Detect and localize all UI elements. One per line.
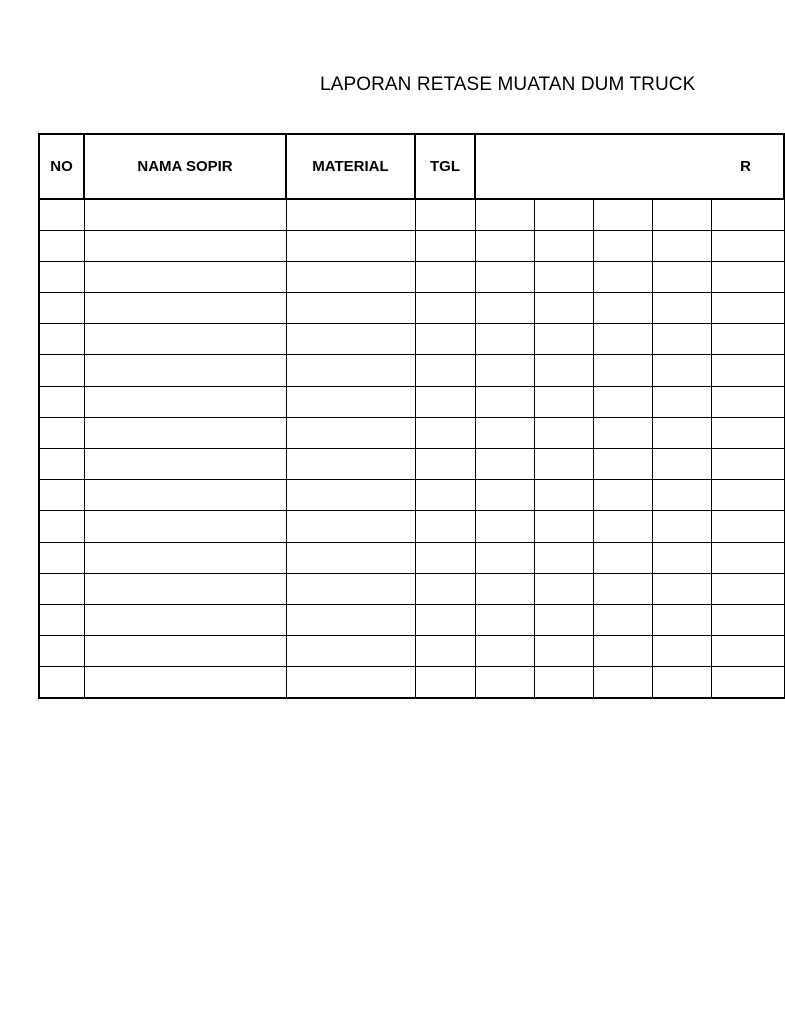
table-cell[interactable] xyxy=(711,199,784,230)
table-cell[interactable] xyxy=(652,199,711,230)
table-cell[interactable] xyxy=(475,417,534,448)
table-cell[interactable] xyxy=(84,480,286,511)
table-cell[interactable] xyxy=(84,573,286,604)
table-cell[interactable] xyxy=(39,573,84,604)
table-row xyxy=(39,636,784,667)
table-cell[interactable] xyxy=(711,293,784,324)
table-cell[interactable] xyxy=(415,261,475,292)
table-cell[interactable] xyxy=(415,386,475,417)
table-cell[interactable] xyxy=(415,324,475,355)
table-cell[interactable] xyxy=(652,261,711,292)
table-cell[interactable] xyxy=(652,480,711,511)
table-cell[interactable] xyxy=(593,417,652,448)
table-row xyxy=(39,355,784,386)
table-row xyxy=(39,261,784,292)
table-cell[interactable] xyxy=(286,480,415,511)
table-cell[interactable] xyxy=(534,199,593,230)
table-cell[interactable] xyxy=(534,511,593,542)
table-cell[interactable] xyxy=(534,324,593,355)
table-cell[interactable] xyxy=(415,667,475,698)
table-header-row xyxy=(39,134,784,199)
table-body xyxy=(39,134,784,698)
table-cell[interactable] xyxy=(84,230,286,261)
table-cell[interactable] xyxy=(593,199,652,230)
table-row xyxy=(39,542,784,573)
table-cell[interactable] xyxy=(652,573,711,604)
table-cell[interactable] xyxy=(84,324,286,355)
table-cell[interactable] xyxy=(652,449,711,480)
column-header-retase-cut: R xyxy=(475,134,784,199)
table-cell[interactable] xyxy=(84,199,286,230)
table-cell[interactable] xyxy=(534,636,593,667)
table-cell[interactable] xyxy=(84,417,286,448)
table-cell[interactable] xyxy=(593,636,652,667)
table-cell[interactable] xyxy=(475,449,534,480)
table-cell[interactable] xyxy=(593,667,652,698)
table-cell[interactable] xyxy=(652,230,711,261)
table-cell[interactable] xyxy=(475,199,534,230)
table-cell[interactable] xyxy=(534,230,593,261)
table-cell[interactable] xyxy=(652,324,711,355)
table-cell[interactable] xyxy=(652,417,711,448)
table-row xyxy=(39,449,784,480)
table-row xyxy=(39,199,784,230)
table-cell[interactable] xyxy=(286,449,415,480)
table-cell[interactable] xyxy=(475,324,534,355)
table-row xyxy=(39,573,784,604)
table-cell[interactable] xyxy=(534,417,593,448)
table-cell[interactable] xyxy=(534,386,593,417)
table-cell[interactable] xyxy=(286,511,415,542)
table-cell[interactable] xyxy=(415,355,475,386)
table-row xyxy=(39,667,784,698)
table-cell[interactable] xyxy=(593,261,652,292)
table-row xyxy=(39,604,784,635)
table-cell[interactable] xyxy=(415,480,475,511)
table-cell[interactable] xyxy=(286,667,415,698)
table-cell[interactable] xyxy=(415,417,475,448)
table-cell[interactable] xyxy=(534,355,593,386)
table-cell[interactable] xyxy=(652,511,711,542)
table-cell[interactable] xyxy=(84,449,286,480)
table-cell[interactable] xyxy=(39,667,84,698)
table-cell[interactable] xyxy=(475,230,534,261)
table-cell[interactable] xyxy=(711,511,784,542)
table-cell[interactable] xyxy=(534,542,593,573)
table-cell[interactable] xyxy=(415,604,475,635)
table-cell[interactable] xyxy=(286,230,415,261)
table-cell[interactable] xyxy=(286,573,415,604)
table-cell[interactable] xyxy=(593,386,652,417)
table-cell[interactable] xyxy=(475,511,534,542)
table-cell[interactable] xyxy=(475,604,534,635)
table-cell[interactable] xyxy=(475,386,534,417)
table-cell[interactable] xyxy=(286,386,415,417)
table-cell[interactable] xyxy=(711,417,784,448)
table-cell[interactable] xyxy=(415,511,475,542)
table-cell[interactable] xyxy=(286,542,415,573)
table-cell[interactable] xyxy=(711,480,784,511)
table-cell[interactable] xyxy=(84,511,286,542)
table-cell[interactable] xyxy=(711,230,784,261)
table-cell[interactable] xyxy=(593,511,652,542)
table-cell[interactable] xyxy=(84,667,286,698)
column-header-no: NO xyxy=(39,134,84,199)
table-cell[interactable] xyxy=(652,293,711,324)
table-cell[interactable] xyxy=(593,293,652,324)
table-cell[interactable] xyxy=(593,480,652,511)
table-cell[interactable] xyxy=(286,636,415,667)
table-cell[interactable] xyxy=(84,386,286,417)
table-cell[interactable] xyxy=(39,355,84,386)
table-cell[interactable] xyxy=(593,542,652,573)
table-cell[interactable] xyxy=(39,324,84,355)
retase-table xyxy=(38,133,785,699)
table-cell[interactable] xyxy=(475,573,534,604)
table-cell[interactable] xyxy=(475,542,534,573)
table-cell[interactable] xyxy=(84,261,286,292)
table-cell[interactable] xyxy=(39,636,84,667)
table-cell[interactable] xyxy=(286,417,415,448)
table-cell[interactable] xyxy=(534,449,593,480)
table-cell[interactable] xyxy=(652,636,711,667)
table-cell[interactable] xyxy=(84,355,286,386)
column-header-material: MATERIAL xyxy=(286,134,415,199)
table-cell[interactable] xyxy=(415,542,475,573)
table-row xyxy=(39,417,784,448)
table-cell[interactable] xyxy=(534,573,593,604)
table-cell[interactable] xyxy=(415,293,475,324)
table-cell[interactable] xyxy=(475,293,534,324)
table-cell[interactable] xyxy=(593,355,652,386)
table-cell[interactable] xyxy=(711,324,784,355)
table-cell[interactable] xyxy=(39,604,84,635)
table-cell[interactable] xyxy=(39,230,84,261)
table-row xyxy=(39,480,784,511)
table-cell[interactable] xyxy=(475,667,534,698)
table-cell[interactable] xyxy=(711,573,784,604)
table-cell[interactable] xyxy=(84,604,286,635)
table-cell[interactable] xyxy=(711,604,784,635)
table-row xyxy=(39,293,784,324)
table-cell[interactable] xyxy=(39,386,84,417)
table-cell[interactable] xyxy=(39,199,84,230)
table-cell[interactable] xyxy=(711,667,784,698)
table-cell[interactable] xyxy=(652,604,711,635)
table-cell[interactable] xyxy=(711,355,784,386)
table-cell[interactable] xyxy=(286,355,415,386)
table-cell[interactable] xyxy=(652,542,711,573)
table-cell[interactable] xyxy=(415,636,475,667)
column-header-nama-sopir: NAMA SOPIR xyxy=(84,134,286,199)
table-cell[interactable] xyxy=(475,480,534,511)
table-cell[interactable] xyxy=(475,355,534,386)
page-title: LAPORAN RETASE MUATAN DUM TRUCK xyxy=(320,74,696,95)
table-cell[interactable] xyxy=(286,604,415,635)
table-cell[interactable] xyxy=(39,480,84,511)
table-cell[interactable] xyxy=(475,636,534,667)
table-cell[interactable] xyxy=(84,542,286,573)
table-cell[interactable] xyxy=(84,636,286,667)
table-cell[interactable] xyxy=(475,261,534,292)
table-cell[interactable] xyxy=(39,417,84,448)
table-cell[interactable] xyxy=(652,386,711,417)
table-cell[interactable] xyxy=(652,355,711,386)
table-cell[interactable] xyxy=(711,449,784,480)
table-row xyxy=(39,324,784,355)
table-cell[interactable] xyxy=(415,573,475,604)
table-cell[interactable] xyxy=(711,386,784,417)
table-cell[interactable] xyxy=(711,542,784,573)
table-cell[interactable] xyxy=(534,667,593,698)
table-row xyxy=(39,386,784,417)
table-row xyxy=(39,230,784,261)
table-cell[interactable] xyxy=(286,199,415,230)
table-cell[interactable] xyxy=(39,261,84,292)
column-header-tgl: TGL xyxy=(415,134,475,199)
table-cell[interactable] xyxy=(652,667,711,698)
table-cell[interactable] xyxy=(39,511,84,542)
table-cell[interactable] xyxy=(286,324,415,355)
table-cell[interactable] xyxy=(711,636,784,667)
table-cell[interactable] xyxy=(534,604,593,635)
table-cell[interactable] xyxy=(415,230,475,261)
table-cell[interactable] xyxy=(39,542,84,573)
table-cell[interactable] xyxy=(593,604,652,635)
table-cell[interactable] xyxy=(286,261,415,292)
table-cell[interactable] xyxy=(593,449,652,480)
table-cell[interactable] xyxy=(415,449,475,480)
table-cell[interactable] xyxy=(84,293,286,324)
table-cell[interactable] xyxy=(534,480,593,511)
table-cell[interactable] xyxy=(593,324,652,355)
table-cell[interactable] xyxy=(711,261,784,292)
table-cell[interactable] xyxy=(593,573,652,604)
table-cell[interactable] xyxy=(593,230,652,261)
table-cell[interactable] xyxy=(534,293,593,324)
table-cell[interactable] xyxy=(39,293,84,324)
table-cell[interactable] xyxy=(534,261,593,292)
table-cell[interactable] xyxy=(39,449,84,480)
table-cell[interactable] xyxy=(286,293,415,324)
table-row xyxy=(39,511,784,542)
table-cell[interactable] xyxy=(415,199,475,230)
report-sheet xyxy=(38,133,751,716)
